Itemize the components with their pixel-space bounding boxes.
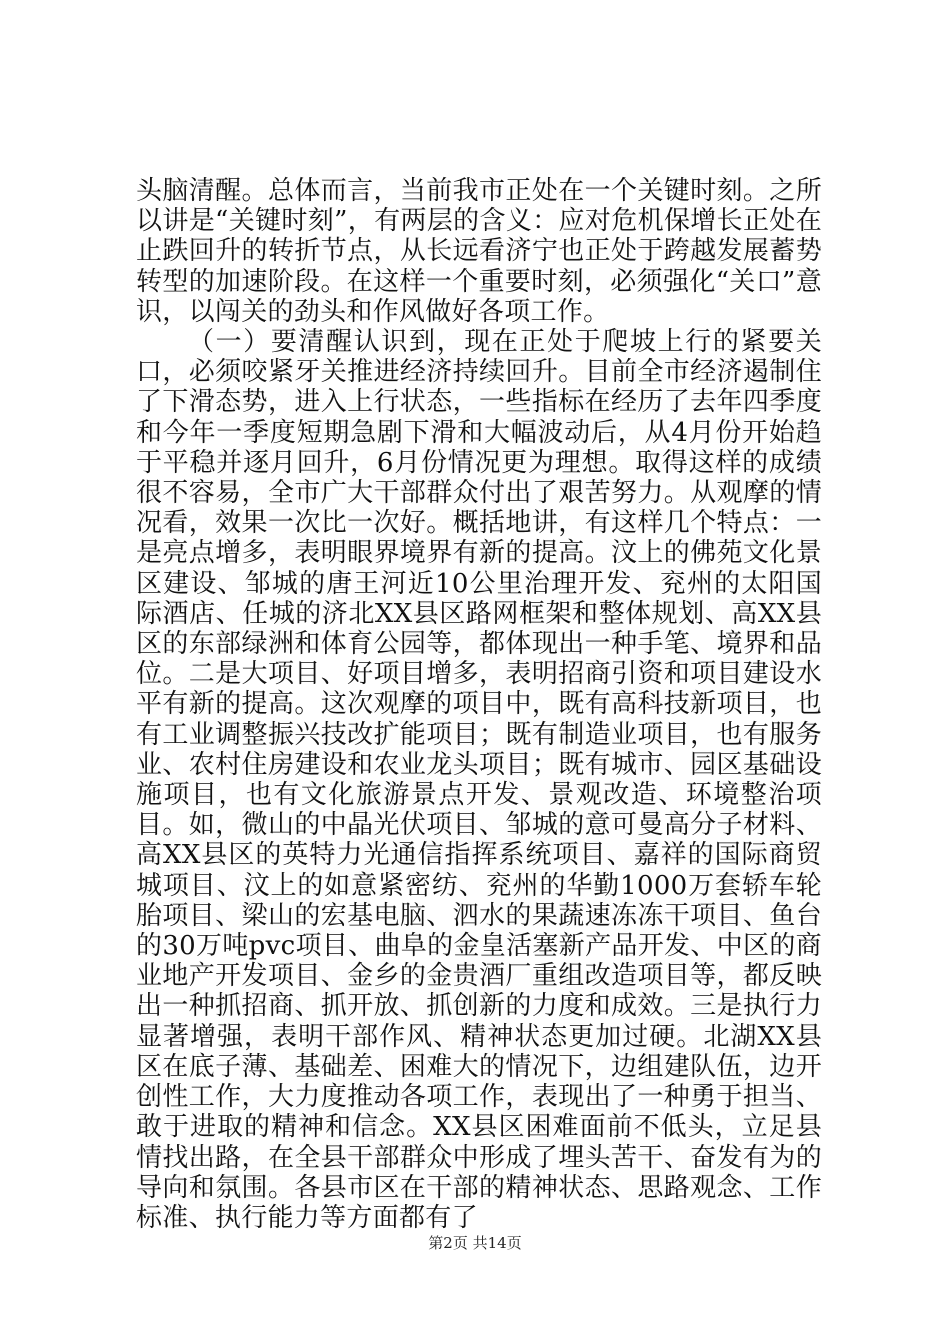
page-footer: 第2页 共14页: [428, 1234, 522, 1252]
paragraph-continued: 头脑清醒。总体而言，当前我市正处在一个关键时刻。之所以讲是“关键时刻”，有两层的含义：应对危机保增长正处在止跌回升的转折节点，从长远看济宁也正处于跨越发展蓄势转型的加速阶段。在这样一个重要时刻，必须强化“关口”意识，以闯关的劲头和作风做好各项工作。: [136, 176, 822, 327]
paragraph-section-one: （一）要清醒认识到，现在正处于爬坡上行的紧要关口，必须咬紧牙关推进经济持续回升。目前全市经济遏制住了下滑态势，进入上行状态，一些指标在经历了去年四季度和今年一季度短期急剧下滑和大幅波动后，从4月份开始趋于平稳并逐月回升，6月份情况更为理想。取得这样的成绩很不容易，全市广大干部群众付出了艰苦努力。从观摩的情况看，效果一次比一次好。概括地讲，有这样几个特点：一是亮点增多，表明眼界境界有新的提高。汶上的佛苑文化景区建设、邹城的唐王河近10公里治理开发、兖州的太阳国际酒店、任城的济北XX县区路网框架和整体规划、高XX县区的东部绿洲和体育公园等，都体现出一种手笔、境界和品位。二是大项目、好项目增多，表明招商引资和项目建设水平有新的提高。这次观摩的项目中，既有高科技新项目，也有工业调整振兴技改扩能项目；既有制造业项目，也有服务业、农村住房建设和农业龙头项目；既有城市、园区基础设施项目，也有文化旅游景点开发、景观改造、环境整治项目。如，微山的中晶光伏项目、邹城的意可曼高分子材料、高XX县区的英特力光通信指挥系统项目、嘉祥的国际商贸城项目、汶上的如意紧密纺、兖州的华勤1000万套轿车轮胎项目、梁山的宏基电脑、泗水的果蔬速冻冻干项目、鱼台的30万吨pvc项目、曲阜的金皇活塞新产品开发、中区的商业地产开发项目、金乡的金贵酒厂重组改造项目等，都反映出一种抓招商、抓开放、抓创新的力度和成效。三是执行力显著增强，表明干部作风、精神状态更加过硬。北湖XX县区在底子薄、基础差、困难大的情况下，边组建队伍，边开创性工作，大力度推动各项工作，表现出了一种勇于担当、敢于进取的精神和信念。XX县区困难面前不低头，立足县情找出路，在全县干部群众中形成了埋头苦干、奋发有为的导向和氛围。各县市区在干部的精神状态、思路观念、工作标准、执行能力等方面都有了: [136, 327, 822, 1233]
document-body: [136, 176, 822, 1233]
